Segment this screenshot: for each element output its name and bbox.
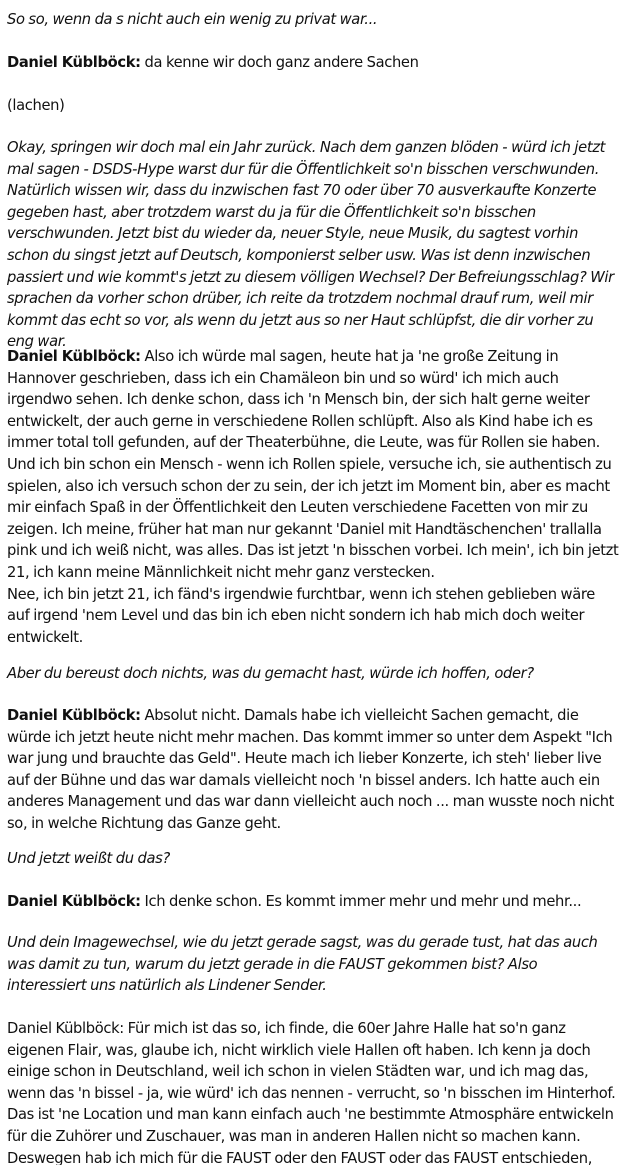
answer-3 — [7, 705, 619, 835]
answer-text: Absolut nicht. Damals habe ich vielleicht Sachen gemacht, die würde ich jetzt heute nicht mehr machen. Das kommt immer so unter dem Aspekt "Ich war jung und brauchte das Geld". Heute mach ich lieber Konzerte, ich steh' lieber live auf der Bühne und das war damals vielleicht noch 'n bissel anders. Ich hatte auch ein anderes Management und das war dann vielleicht auch noch ... man wusste noch nicht so, in welche Richtung das Ganze geht. — [7, 707, 615, 832]
speaker-label: Daniel Küblböck: — [7, 893, 141, 910]
answer-5: Daniel Küblböck: Für mich ist das so, ich finde, die 60er Jahre Halle hat so'n ganz eigenen Flair, was, glaube ich, nicht wirklich viele Hallen oft haben. Ich kenn ja doch einige schon in Deutschland, weil ich schon in vielen Städten war, und ich mag das, wenn das 'n bissel - ja, wie würd' ich das nennen - verrucht, so 'n bisschen im Hinterhof. Das ist 'ne Location und man kann einfach auch 'ne bestimmte Atmosphäre entwickeln für die Zuhörer und Zuschauer, was man in anderen Hallen nicht so machen kann. Deswegen hab ich mich für die FAUST oder den FAUST oder das FAUST entschieden, — [7, 1020, 616, 1165]
laugh-note: (lachen) — [7, 97, 65, 114]
answer-text: da kenne wir doch ganz andere Sachen — [140, 54, 419, 71]
answer-text: Ich denke schon. Es kommt immer mehr und mehr und mehr... — [140, 893, 582, 910]
question-5: Und dein Imagewechsel, wie du jetzt gerade sagst, was du gerade tust, hat das auch was damit zu tun, warum du jetzt gerade in die FAUST gekommen bist? Also interessiert uns natürlich als Lindener Sender. — [7, 934, 598, 995]
question-4: Und jetzt weißt du das? — [7, 850, 170, 867]
answer-text: Also ich würde mal sagen, heute hat ja 'ne große Zeitung in Hannover geschrieben, dass ich ein Chamäleon bin und so würd' ich mich auch irgendwo sehen. Ich denke schon, dass ich 'n Mensch bin, der sich halt gerne weiter entwickelt, der auch gerne in verschiedene Rollen schlüpft. Also als Kind habe ich es immer total toll gefunden, auf der Theaterbühne, die Leute, was für Rollen sie haben. Und ich bin schon ein Mensch - wenn ich Rollen spiele, versuche ich, sie authentisch zu spielen, also ich versuch schon der zu sein, der ich jetzt im Moment bin, aber es macht mir einfach Spaß in der Öffentlichkeit den Leuten verschiedene Facetten von mir zu zeigen. Ich meine, früher hat man nur gekannt 'Daniel mit Handtäschenchen' trallalla pink und ich weiß nicht, was alles. Das ist jetzt 'n bisschen vorbei. Ich mein', ich bin jetzt 21, ich kann meine Männlichkeit nicht mehr ganz verstecken. — [7, 348, 619, 581]
answer-2 — [7, 346, 619, 648]
speaker-label: Daniel Küblböck: — [7, 707, 141, 724]
answer-1 — [7, 52, 619, 74]
answer-4 — [7, 891, 619, 913]
question-3: Aber du bereust doch nichts, was du gemacht hast, würde ich hoffen, oder? — [7, 665, 534, 682]
answer-text-continued: Nee, ich bin jetzt 21, ich fänd's irgendwie furchtbar, wenn ich stehen geblieben wäre auf irgend 'nem Level und das bin ich eben nicht sondern ich hab mich doch weiter entwickelt. — [7, 585, 595, 646]
intro-question: So so, wenn da s nicht auch ein wenig zu privat war... — [7, 11, 378, 28]
question-2: Okay, springen wir doch mal ein Jahr zurück. Nach dem ganzen blöden - würd ich jetzt mal sagen - DSDS-Hype warst dur für die Öffentlichkeit so'n bisschen verschwunden. Natürlich wissen wir, dass du inzwischen fast 70 oder über 70 ausverkaufte Konzerte gegeben hast, aber trotzdem warst du ja für die Öffentlichkeit so'n bisschen verschwunden. Jetzt bist du wieder da, neuer Style, neue Musik, du sagtest vorhin schon du singst jetzt auf Deutsch, komponierst selber usw. Was ist denn inzwischen passiert und wie kommt's jetzt zu diesem völligen Wechsel? Der Befreiungsschlag? Wir sprachen da vorher schon drüber, ich reite da trotzdem nochmal drauf rum, weil mir kommt das echt so vor, als wenn du jetzt aus so ner Haut schlüpfst, die dir vorher zu eng war. — [7, 139, 614, 351]
speaker-label: Daniel Küblböck: — [7, 348, 141, 365]
speaker-label: Daniel Küblböck: — [7, 54, 141, 71]
